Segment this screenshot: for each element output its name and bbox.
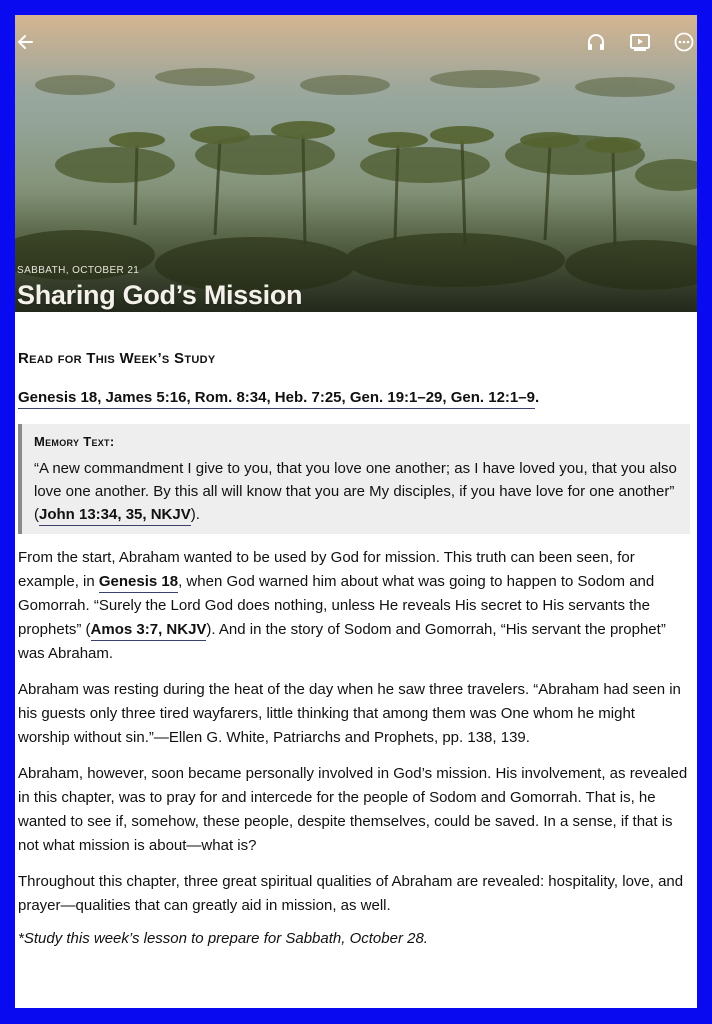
p1-text-b: , when God warned him about what was going to happen to Sodom and Gomorrah. “Surely the Lord God does nothing, unless He reveals His secret to His servants the prophets” ( <box>18 573 655 638</box>
paragraph-3: Abraham, however, soon became personally involved in God’s mission. His involvement, as revealed in this chapter, was to pray for and intercede for the people of Sodom and Gomorrah. That is, he wanted to see if, somehow, these people, despite themselves, could be saved. In a sense, if that is not what mission is about—what is? <box>18 765 688 854</box>
p1-text-c: ). And in the story of Sodom and Gomorrah, “His servant the prophet” was Abraham. <box>18 621 666 662</box>
memory-reference-link[interactable]: John 13:34, 35, NKJV <box>39 506 191 526</box>
memory-text-box <box>18 424 690 534</box>
read-section-title: Read for This Week’s Study <box>18 350 216 367</box>
genesis-18-link[interactable]: Genesis 18 <box>99 573 178 593</box>
memory-suffix: ). <box>190 506 200 523</box>
headphones-icon[interactable] <box>585 31 607 53</box>
read-references <box>18 389 690 406</box>
memory-verse <box>34 457 680 526</box>
memory-verse-text: “A new commandment I give to you, that you love one another; as I have loved you, that you also love one another. By this all will know that you are My disciples, if you have love for one another” ( <box>34 460 677 523</box>
more-options-icon[interactable] <box>673 31 695 53</box>
paragraph-2: Abraham was resting during the heat of the day when he saw three travelers. “Abraham had seen in his guests only three tired wayfarers, little thinking that among them was One whom he might worship without sin.”—Ellen G. White, Patriarchs and Prophets, pp. 138, 139. <box>18 681 681 746</box>
lesson-date: SABBATH, OCTOBER 21 <box>17 265 140 276</box>
app-frame <box>15 15 697 1008</box>
references-suffix: . <box>534 389 540 406</box>
memory-title: Memory Text: <box>34 434 115 449</box>
amos-3-7-link[interactable]: Amos 3:7, NKJV <box>91 621 207 641</box>
references-link[interactable]: Genesis 18, James 5:16, Rom. 8:34, Heb. 7:25, Gen. 19:1–29, Gen. 12:1–9 <box>18 389 535 409</box>
lesson-content <box>18 312 690 947</box>
p1-text-a: From the start, Abraham wanted to be used by God for mission. This truth can been seen, for example, in <box>18 549 635 590</box>
paragraph-4: Throughout this chapter, three great spiritual qualities of Abraham are revealed: hospitality, love, and prayer—qualities that can greatly aid in mission, as well. <box>18 873 684 914</box>
lesson-title: Sharing God’s Mission <box>17 280 303 310</box>
paragraph-1 <box>18 546 690 666</box>
back-arrow-icon[interactable] <box>15 31 37 53</box>
video-play-icon[interactable] <box>629 31 651 53</box>
study-note: *Study this week’s lesson to prepare for Sabbath, October 28. <box>18 930 428 947</box>
hero-banner <box>15 15 697 312</box>
